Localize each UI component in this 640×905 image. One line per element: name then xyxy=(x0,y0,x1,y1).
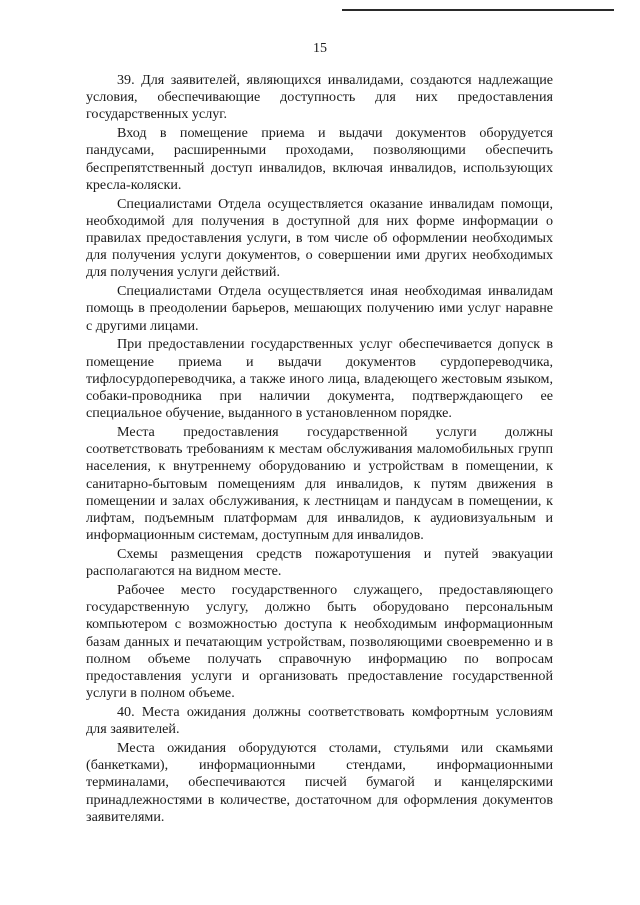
paragraph-waiting-equipment: Места ожидания оборудуются столами, стульями или скамьями (банкетками), информационными стендами, информационными терминалами, обеспечиваются писчей бумагой и канцелярскими принадлежностями в количестве, достаточном для оформления документов заявителями. xyxy=(86,740,553,825)
paragraph-assistance-barriers: Специалистами Отдела осуществляется иная необходимая инвалидам помощь в преодолении барьеров, мешающих получению ими услуг наравне с другими лицами. xyxy=(86,283,553,334)
paragraph-39-accessibility: 39. Для заявителей, являющихся инвалидами, создаются надлежащие условия, обеспечивающие доступность для них предоставления государственных услуг. xyxy=(86,72,553,123)
paragraph-entrance: Вход в помещение приема и выдачи документов оборудуется пандусами, расширенными проходами, позволяющими обеспечить беспрепятственный доступ инвалидов, включая инвалидов, использующих кресла-коляски. xyxy=(86,125,553,193)
paragraph-40-waiting-areas: 40. Места ожидания должны соответствовать комфортным условиям для заявителей. xyxy=(86,704,553,738)
header-rule xyxy=(342,9,614,11)
paragraph-service-places: Места предоставления государственной услуги должны соответствовать требованиям к местам обслуживания маломобильных групп населения, к внутреннему оборудованию и устройствам в помещении, к санитарно-бытовым помещениям для инвалидов, к путям движения в помещении и залах обслуживания, к лестницам и пандусам в помещении, к лифтам, подъемным платформам для инвалидов, к аудиовизуальным и информационным системам, доступным для инвалидов. xyxy=(86,424,553,544)
paragraph-interpreter-admission: При предоставлении государственных услуг обеспечивается допуск в помещение приема и выдачи документов сурдопереводчика, тифлосурдопереводчика, а также иного лица, владеющего жестовым языком, собаки-проводника при наличии документа, подтверждающего ее специальное обучение, выданного в установленном порядке. xyxy=(86,336,553,422)
paragraph-workplace: Рабочее место государственного служащего, предоставляющего государственную услугу, должно быть оборудовано персональным компьютером с возможностью доступа к необходимым информационным базам данных и печатающим устройствам, позволяющими своевременно и в полном объеме получать справочную информацию по вопросам предоставления услуги и организовать предоставление государственной услуги в полном объеме. xyxy=(86,582,553,702)
document-body xyxy=(86,72,553,828)
paragraph-evacuation-schemes: Схемы размещения средств пожаротушения и путей эвакуации располагаются на видном месте. xyxy=(86,546,553,580)
page-number: 15 xyxy=(313,41,327,56)
paragraph-assistance-information: Специалистами Отдела осуществляется оказание инвалидам помощи, необходимой для получения в доступной для них форме информации о правилах предоставления услуги, в том числе об оформлении необходимых для получения услуги документов, о совершении ими других необходимых для получения услуги действий. xyxy=(86,195,553,281)
